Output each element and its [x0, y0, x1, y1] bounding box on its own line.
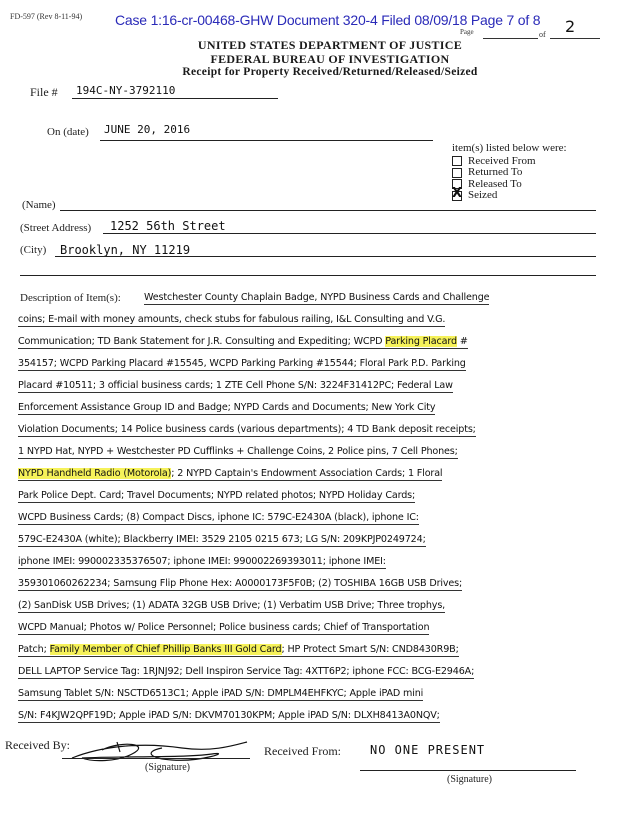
department-title: UNITED STATES DEPARTMENT OF JUSTICE	[197, 38, 463, 52]
case-stamp: Case 1:16-cr-00468-GHW Document 320-4 Filed 08/09/18 Page 7 of 8	[115, 12, 541, 28]
description-line: 354157; WCPD Parking Placard #15545, WCPD Parking Parking #15544; Floral Park P.D. Parking	[18, 358, 466, 369]
bureau-title: FEDERAL BUREAU OF INVESTIGATION	[210, 52, 450, 66]
description-line: Violation Documents; 14 Police business cards (various departments); 4 TD Bank deposit receipts;	[18, 424, 476, 435]
status-checkbox-group	[452, 143, 567, 202]
description-line: coins; E-mail with money amounts, check stubs for fabulous railing, I&L Consulting and V.G.	[18, 314, 446, 325]
blank-rule	[20, 275, 596, 276]
signature-caption-right: (Signature)	[447, 774, 492, 785]
street-rule	[103, 233, 596, 234]
received-from-value: NO ONE PRESENT	[370, 743, 486, 757]
description-line: Placard #10511; 3 official business cards; 1 ZTE Cell Phone S/N: 3224F31412PC; Federal Law	[18, 380, 453, 391]
description-line: Samsung Tablet S/N: NSCTD6513C1; Apple iPAD S/N: DMPLM4EHFKYC; Apple iPAD mini	[18, 688, 424, 699]
description-line: WCPD Manual; Photos w/ Police Personnel; Police business cards; Chief of Transportation	[18, 622, 430, 633]
received-from-rule	[360, 770, 576, 771]
date-label: On (date)	[47, 126, 89, 138]
description-line: Communication; TD Bank Statement for J.R. Consulting and Expediting; WCPD Parking Placard #	[18, 336, 468, 347]
city-value: Brooklyn, NY 11219	[60, 243, 191, 257]
description-label: Description of Item(s):	[20, 292, 121, 304]
checkbox-seized[interactable]	[452, 190, 567, 202]
checkbox-box[interactable]	[452, 156, 462, 166]
status-heading: item(s) listed below were:	[452, 142, 567, 154]
description-line: DELL LAPTOP Service Tag: 1RJNJ92; Dell Inspiron Service Tag: 4XTT6P2; iphone FCC: BCG-E2946A;	[18, 666, 475, 677]
received-by-rule	[62, 758, 250, 759]
file-number-rule	[72, 98, 278, 99]
file-number: 194C-NY-3792110	[76, 84, 176, 97]
of-label: of	[539, 30, 546, 39]
street-label: (Street Address)	[20, 222, 92, 234]
page-total: 2	[565, 17, 576, 36]
checkbox-box-checked[interactable]	[452, 191, 462, 201]
date-rule	[100, 140, 433, 141]
file-label: File #	[30, 85, 58, 99]
receipt-title: Receipt for Property Received/Returned/Released/Seized	[182, 66, 478, 78]
date-value: JUNE 20, 2016	[104, 123, 191, 136]
description-line: Patch; Family Member of Chief Phillip Banks III Gold Card; HP Protect Smart S/N: CND8430R9B;	[18, 644, 459, 655]
description-line: WCPD Business Cards; (8) Compact Discs, iphone IC: 579C-E2430A (black), iphone IC:	[18, 512, 419, 523]
signature-caption-left: (Signature)	[145, 762, 190, 773]
description-line: 359301060262234; Samsung Flip Phone Hex: A0000173F5F0B; (2) TOSHIBA 16GB USB Drives;	[18, 578, 463, 589]
description-line: 579C-E2430A (white); Blackberry IMEI: 3529 2105 0215 673; LG S/N: 209KPJP0249724;	[18, 534, 426, 545]
city-rule	[55, 256, 596, 257]
description-line: iphone IMEI: 990002335376507; iphone IMEI: 990002269393011; iphone IMEI:	[18, 556, 386, 567]
description-line: 1 NYPD Hat, NYPD + Westchester PD Cufflinks + Challenge Coins, 2 Police pins, 7 Cell Phones;	[18, 446, 458, 457]
name-rule	[60, 210, 596, 211]
checkbox-label: Returned To	[468, 166, 523, 178]
checkbox-box[interactable]	[452, 168, 462, 178]
checkbox-returned-to[interactable]	[452, 167, 567, 179]
name-label: (Name)	[22, 199, 56, 211]
highlighted-text: Family Member of Chief Phillip Banks III Gold Card	[49, 644, 282, 655]
description-line: (2) SanDisk USB Drives; (1) ADATA 32GB USB Drive; (1) Verbatim USB Drive; Three trophys,	[18, 600, 446, 611]
highlighted-text: NYPD Handheld Radio (Motorola)	[18, 468, 172, 479]
description-line: Westchester County Chaplain Badge, NYPD Business Cards and Challenge	[144, 292, 490, 303]
received-from-label: Received From:	[264, 744, 341, 758]
received-by-label: Received By:	[5, 738, 70, 752]
city-label: (City)	[20, 244, 47, 256]
street-value: 1252 56th Street	[110, 219, 226, 233]
checkbox-label: Released To	[468, 177, 522, 190]
page-label: Page	[460, 28, 474, 36]
checkbox-label: Seized	[468, 189, 498, 201]
highlighted-text: Parking Placard	[385, 336, 457, 347]
description-line: NYPD Handheld Radio (Motorola); 2 NYPD Captain's Endowment Association Cards; 1 Floral	[18, 468, 443, 479]
description-line: S/N: F4KJW2QPF19D; Apple iPAD S/N: DKVM70130KPM; Apple iPAD S/N: DLXH8413A0NQV;	[18, 710, 440, 721]
form-id: FD-597 (Rev 8-11-94)	[10, 12, 83, 21]
description-line: Park Police Dept. Card; Travel Documents; NYPD related photos; NYPD Holiday Cards;	[18, 490, 416, 501]
description-line: Enforcement Assistance Group ID and Badge; NYPD Cards and Documents; New York City	[18, 402, 436, 413]
checkbox-label: Received From	[468, 154, 536, 167]
